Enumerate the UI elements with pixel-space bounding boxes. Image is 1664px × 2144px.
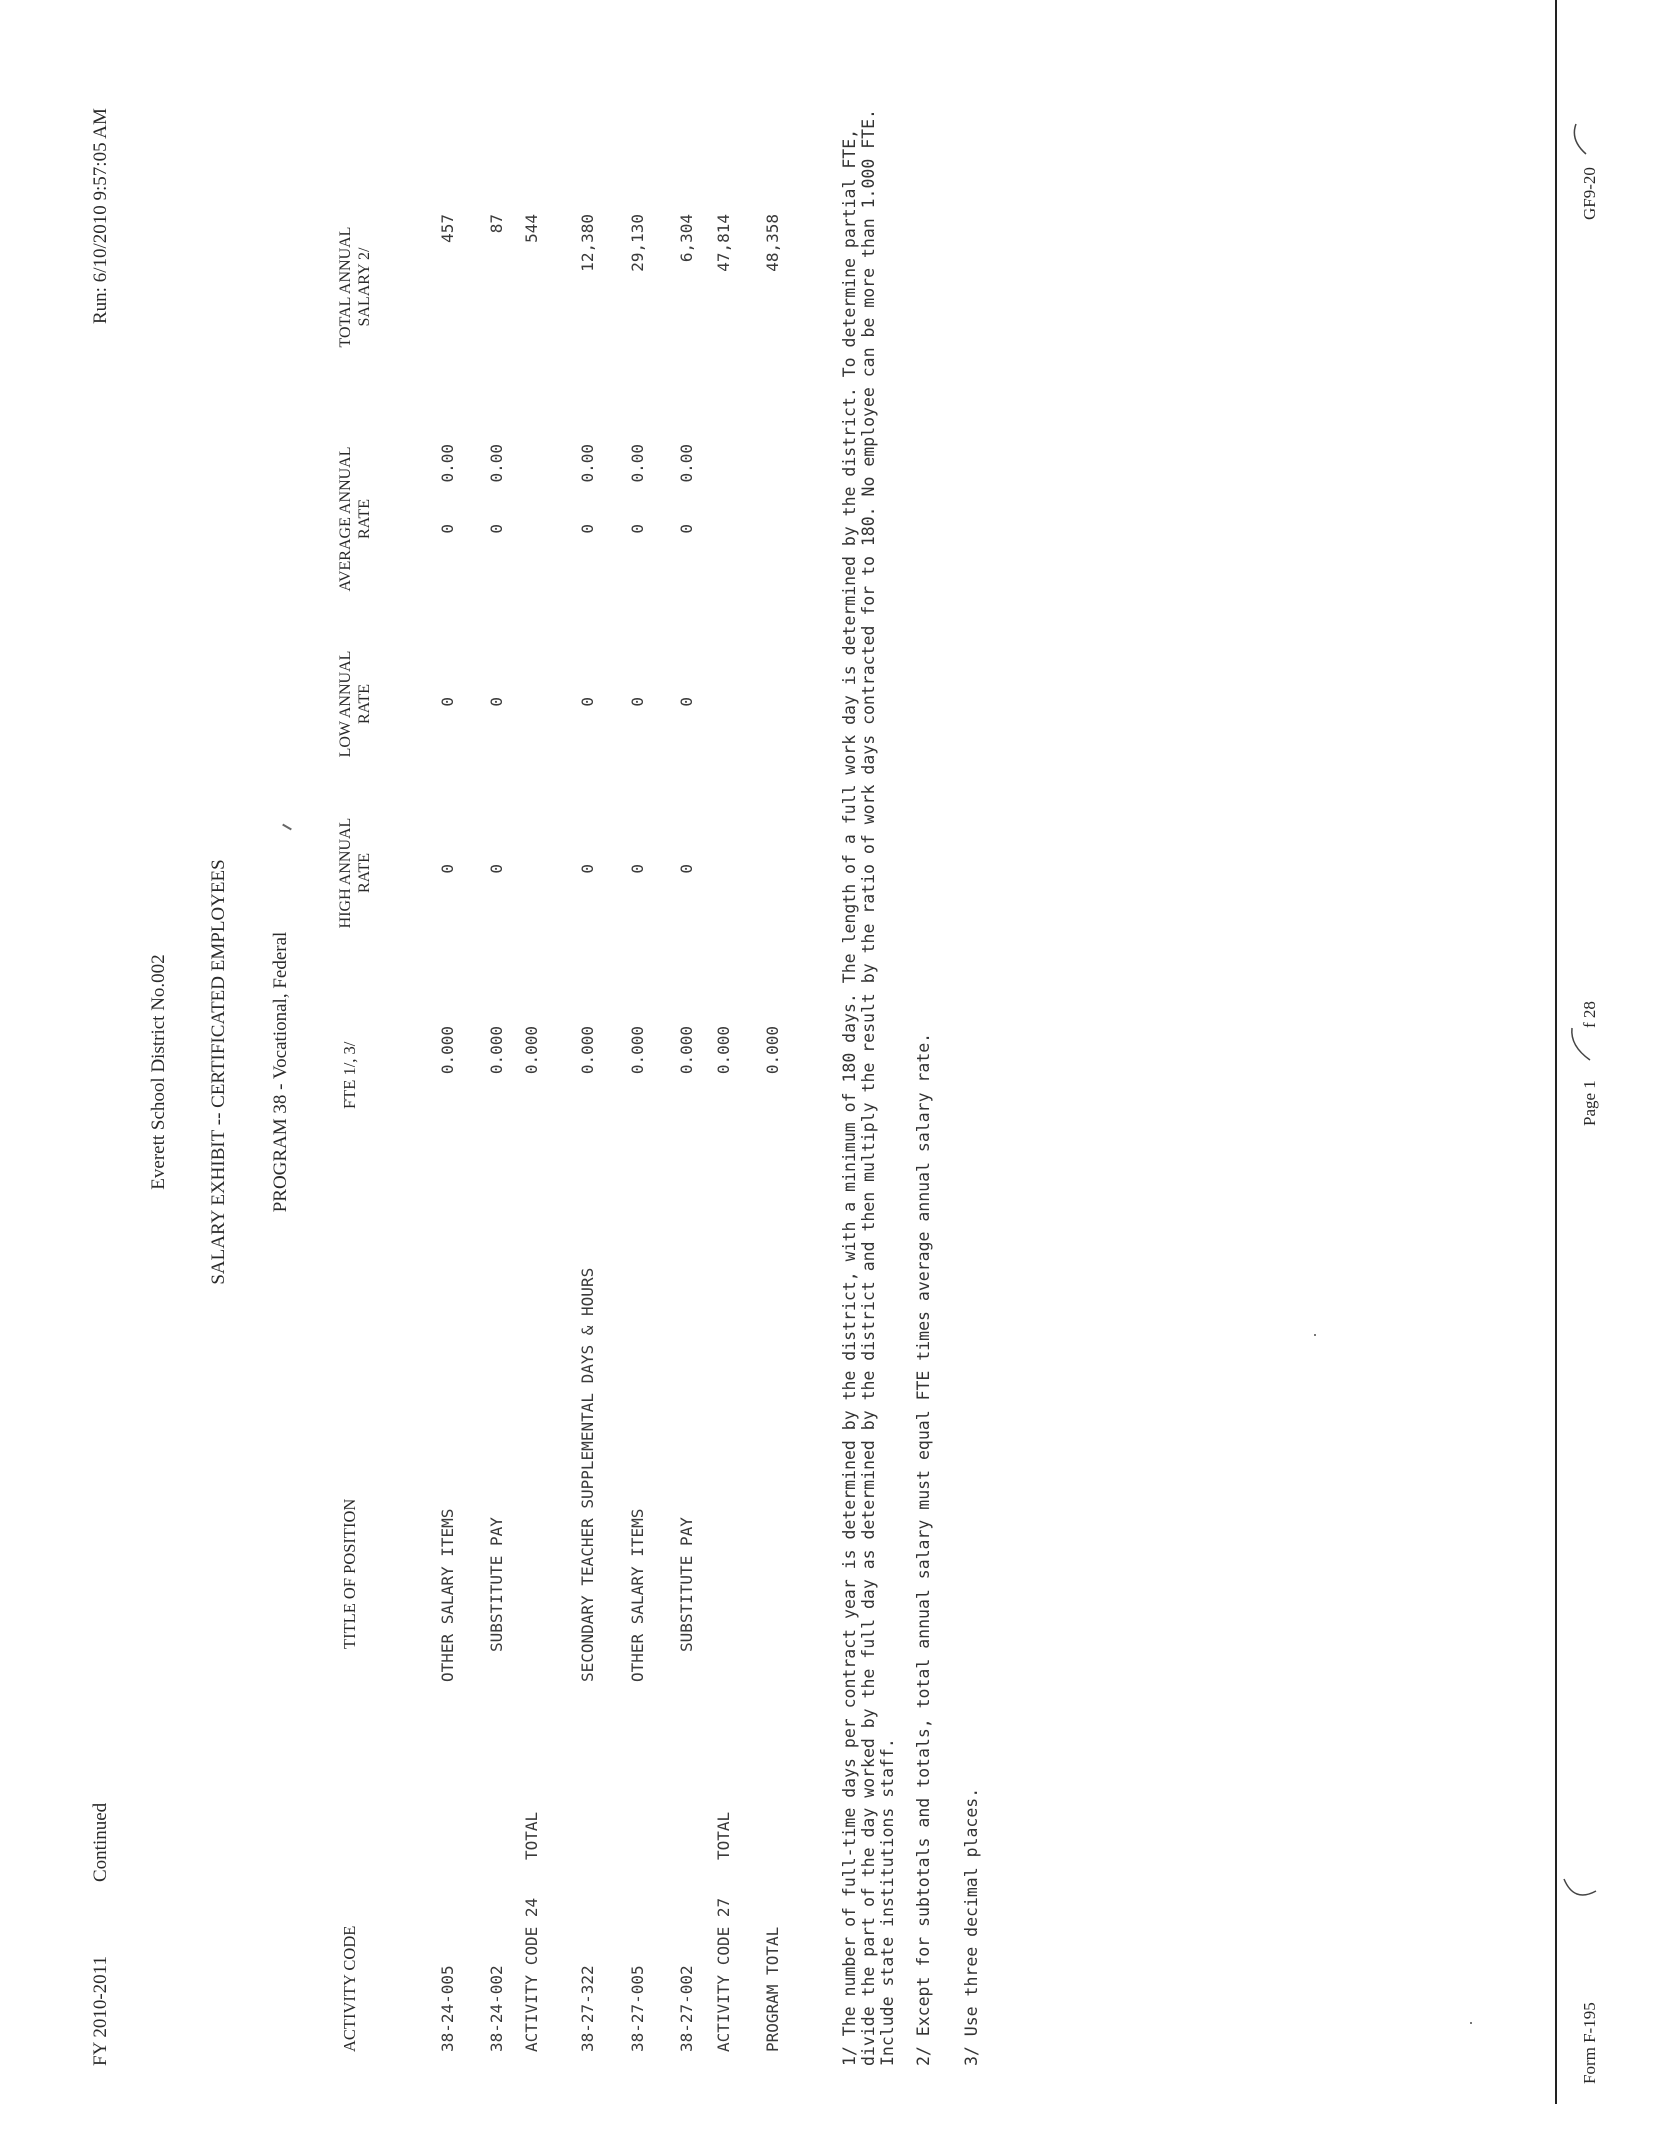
form-number: Form F-195 xyxy=(1580,2002,1599,2084)
col-low-line2: RATE xyxy=(356,684,373,724)
row5-low: 0 xyxy=(628,697,647,707)
row4-avg-rate: 0.00 xyxy=(578,444,597,483)
row5-fte: 0.000 xyxy=(628,1026,647,1075)
row5-high: 0 xyxy=(628,864,647,874)
footnote-2: 2/ Except for subtotals and totals, total annual salary must equal FTE times average annual salary rate. xyxy=(914,1032,933,2066)
col-avg-line2: RATE xyxy=(356,499,373,539)
row2-total: 87 xyxy=(487,214,506,234)
col-total-line2: SALARY 2/ xyxy=(356,247,373,327)
row6-code: 38-27-002 xyxy=(677,1965,696,2052)
footer-rule xyxy=(1555,0,1557,2104)
row8-code: PROGRAM TOTAL xyxy=(763,1926,782,2052)
footnote-1: 1/ The number of full-time days per contract year is determined by the district, with a minimum of 180 days. The length of a full work day is determined by the district. To determine partial FTE, divide the part of the day worked by the full day as determined by the district and then multiply the result by the ratio of work days contracted for to 180. No employee can be more than 1.000 FTE. Include state institutions staff. xyxy=(840,109,897,2066)
col-high-line2: RATE xyxy=(356,853,373,893)
row4-code: 38-27-322 xyxy=(578,1965,597,2052)
col-high-annual-rate xyxy=(336,808,374,938)
row6-low: 0 xyxy=(677,697,696,707)
footer-scribble xyxy=(1566,120,1596,156)
row8-fte: 0.000 xyxy=(763,1026,782,1075)
col-total-annual-salary xyxy=(336,212,374,362)
col-fte: FTE 1/, 3/ xyxy=(340,1041,359,1109)
col-activity-code: ACTIVITY CODE xyxy=(340,1925,359,2052)
row6-title: SUBSTITUTE PAY xyxy=(677,1517,696,1652)
row7-total: 47,814 xyxy=(714,214,733,272)
row4-low: 0 xyxy=(578,697,597,707)
row2-avg: 0 xyxy=(487,524,506,534)
row3-title: TOTAL xyxy=(522,1811,541,1860)
row6-avg: 0 xyxy=(677,524,696,534)
row1-fte: 0.000 xyxy=(438,1026,457,1075)
row7-fte: 0.000 xyxy=(714,1026,733,1075)
row2-code: 38-24-002 xyxy=(487,1965,506,2052)
row3-total: 544 xyxy=(522,214,541,243)
footnote-3: 3/ Use three decimal places. xyxy=(962,1787,981,2066)
row2-avg-rate: 0.00 xyxy=(487,444,506,483)
row6-high: 0 xyxy=(677,864,696,874)
footer-code: GF9-20 xyxy=(1580,167,1599,220)
fiscal-year: FY 2010-2011 xyxy=(90,1956,111,2066)
run-timestamp: Run: 6/10/2010 9:57:05 AM xyxy=(90,108,111,324)
row2-low: 0 xyxy=(487,697,506,707)
row7-code: ACTIVITY CODE 27 xyxy=(714,1897,733,2052)
row6-avg-rate: 0.00 xyxy=(677,444,696,483)
exhibit-title: SALARY EXHIBIT -- CERTIFICATED EMPLOYEES xyxy=(208,859,229,1285)
continued-label: Continued xyxy=(90,1802,111,1882)
row5-avg: 0 xyxy=(628,524,647,534)
paren-mark xyxy=(1560,1875,1600,1909)
row1-code: 38-24-005 xyxy=(438,1965,457,2052)
col-low-line1: LOW ANNUAL xyxy=(337,650,354,758)
row1-avg: 0 xyxy=(438,524,457,534)
program-title: PROGRAM 38 - Vocational, Federal xyxy=(270,931,291,1213)
row5-avg-rate: 0.00 xyxy=(628,444,647,483)
page-of-label: f 28 xyxy=(1580,1001,1599,1028)
col-avg-line1: AVERAGE ANNUAL xyxy=(337,446,354,592)
row6-fte: 0.000 xyxy=(677,1026,696,1075)
row4-title: SECONDARY TEACHER SUPPLEMENTAL DAYS & HOURS xyxy=(578,1267,597,1682)
col-low-annual-rate xyxy=(336,639,374,769)
row4-total: 12,380 xyxy=(578,214,597,272)
row1-avg-rate: 0.00 xyxy=(438,444,457,483)
col-total-line1: TOTAL ANNUAL xyxy=(337,226,354,348)
row1-high: 0 xyxy=(438,864,457,874)
row4-avg: 0 xyxy=(578,524,597,534)
row3-fte: 0.000 xyxy=(522,1026,541,1075)
col-average-annual-rate xyxy=(336,439,374,599)
row1-total: 457 xyxy=(438,214,457,243)
page-label: Page 1 xyxy=(1580,1080,1599,1126)
row5-total: 29,130 xyxy=(628,214,647,272)
scan-dot xyxy=(1314,1334,1316,1336)
row2-high: 0 xyxy=(487,864,506,874)
col-title-of-position: TITLE OF POSITION xyxy=(340,1498,359,1649)
col-high-line1: HIGH ANNUAL xyxy=(337,817,354,929)
row2-title: SUBSTITUTE PAY xyxy=(487,1517,506,1652)
row4-high: 0 xyxy=(578,864,597,874)
row1-low: 0 xyxy=(438,697,457,707)
page-scribble xyxy=(1568,1022,1598,1062)
scan-dot xyxy=(1470,2022,1472,2024)
row1-title: OTHER SALARY ITEMS xyxy=(438,1508,457,1682)
row7-title: TOTAL xyxy=(714,1811,733,1860)
row2-fte: 0.000 xyxy=(487,1026,506,1075)
row4-fte: 0.000 xyxy=(578,1026,597,1075)
row8-total: 48,358 xyxy=(763,214,782,272)
row3-code: ACTIVITY CODE 24 xyxy=(522,1897,541,2052)
row5-code: 38-27-005 xyxy=(628,1965,647,2052)
row5-title: OTHER SALARY ITEMS xyxy=(628,1508,647,1682)
row6-total: 6,304 xyxy=(677,214,696,263)
district-name: Everett School District No.002 xyxy=(148,954,169,1190)
